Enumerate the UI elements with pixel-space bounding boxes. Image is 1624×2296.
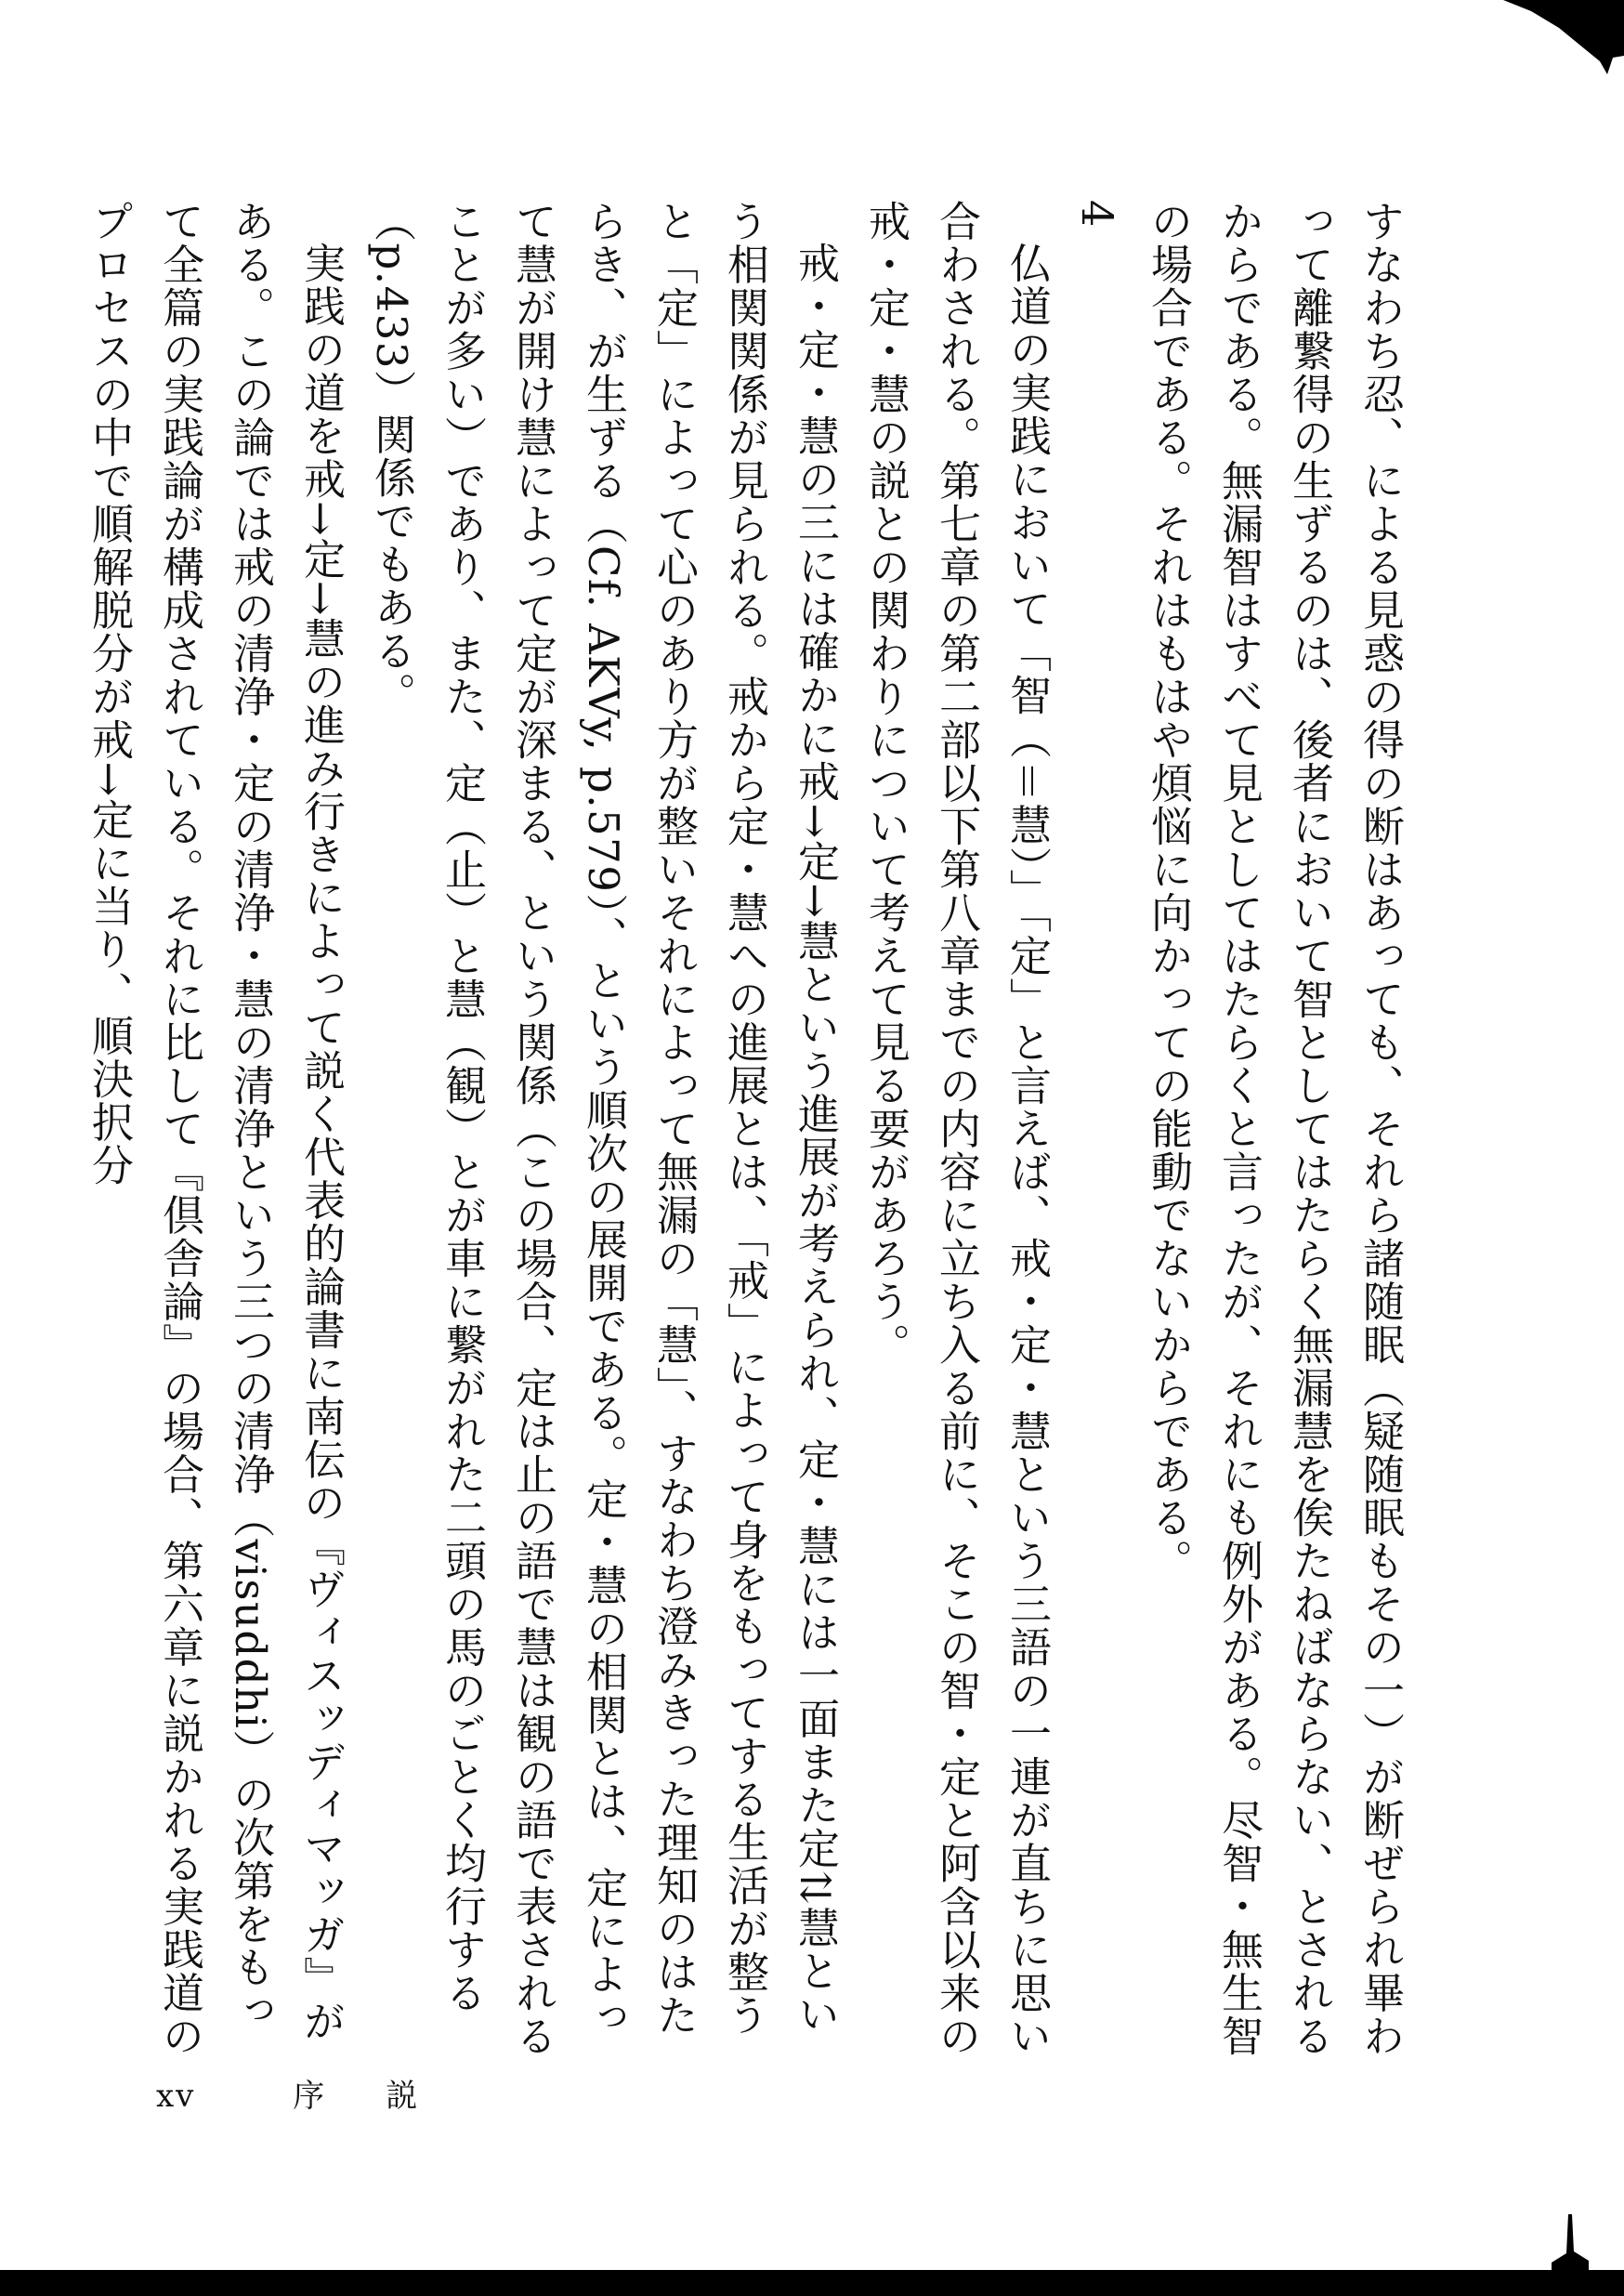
running-title: 序説 <box>293 2078 479 2115</box>
scan-corner-artifact <box>1503 0 1624 79</box>
paragraph-continued: すなわち忍、による見惑の得の断はあっても、それら諸随眠（疑随眠もその一）が断ぜられ畢わって離繋得の生ずるのは、後者において智としてはたらく無漏慧を俟たねばならない、とされるからである。無漏智はすべて見としてはたらくと言ったが、それにも例外がある。尽智・無生智の場合である。それはもはや煩悩に向かっての能動でないからである。 <box>1144 200 1405 2058</box>
running-header <box>156 2070 478 2116</box>
paragraph: 仏道の実践において「智（＝慧）」「定」と言えば、戒・定・慧という三語の一連が直ちに思い合わされる。第七章の第二部以下第八章までの内容に立ち入る前に、そこの智・定と阿含以来の戒・定・慧の説との関わりについて考えて見る要があろう。 <box>861 200 1052 2058</box>
scan-edge-artifact <box>1552 2214 1589 2270</box>
paragraph: 戒・定・慧の三には確かに戒→定→慧という進展が考えられ、定・慧には一面また定⇅慧という相関関係が見られる。戒から定・慧への進展とは、「戒」によって身をもってする生活が整うと「定」によって心のあり方が整いそれによって無漏の「慧」、すなわち澄みきった理知のはたらき、が生ずる（Cf. AKVy, p.579）、という順次の展開である。定・慧の相関とは、定によって慧が開け慧によって定が深まる、という関係（この場合、定は止の語で慧は観の語で表されることが多い）であり、また、定（止）と慧（観）とが車に繋がれた二頭の馬のごとく均行する（p.433）関係でもある。 <box>367 200 840 2058</box>
paragraph: 実践の道を戒→定→慧の進み行きによって説く代表的論書に南伝の『ヴィスッディマッガ』がある。この論では戒の清浄・定の清浄・慧の清浄という三つの清浄（visuddhi）の次第をもって全篇の実践論が構成されている。それに比して『倶舎論』の場合、第六章に説かれる実践道のプロセスの中で順解脱分が戒→定に当り、順決択分 <box>85 200 346 2058</box>
vertical-text-block <box>73 200 1415 2067</box>
section-number: 4 <box>1072 200 1122 229</box>
page-number: xv <box>156 2078 196 2115</box>
scan-bottom-edge <box>0 2270 1624 2296</box>
